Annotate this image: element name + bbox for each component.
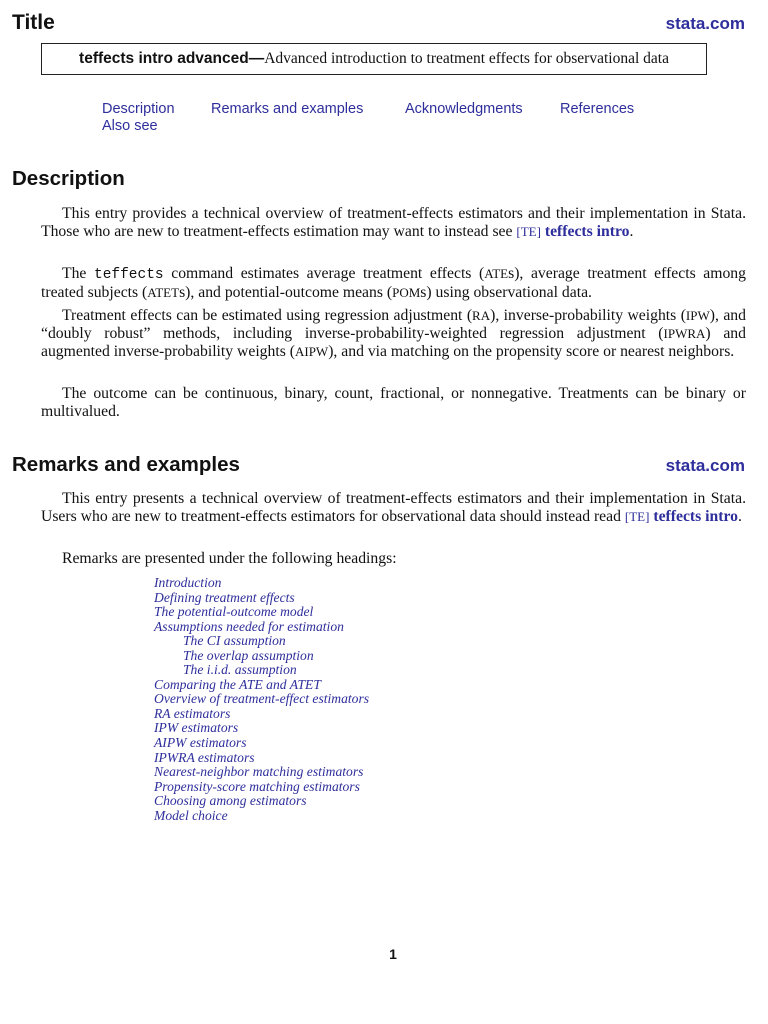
toc-references-link[interactable]: References — [560, 101, 635, 117]
te-ref-link[interactable]: [TE] teffects intro — [516, 223, 630, 240]
stata-link[interactable]: stata.com — [665, 14, 745, 33]
heading-link-ra-estimators[interactable]: RA estimators — [154, 705, 231, 721]
heading-link-model-choice[interactable]: Model choice — [154, 807, 228, 823]
page-title: Title — [12, 11, 55, 34]
heading-link-ci-assumption[interactable]: The CI assumption — [183, 633, 286, 649]
page-number: 1 — [389, 946, 397, 962]
toc-remarks-link[interactable]: Remarks and examples — [211, 101, 364, 117]
entry-subtitle: Advanced introduction to treatment effects for observational data — [264, 50, 669, 67]
remarks-heading: Remarks and examples — [12, 453, 240, 476]
heading-link-propensity-score[interactable]: Propensity-score matching estimators — [154, 778, 360, 794]
remarks-stata-link[interactable]: stata.com — [665, 456, 745, 475]
toc-acknowledgments-link[interactable]: Acknowledgments — [405, 101, 523, 117]
heading-link-assumptions[interactable]: Assumptions needed for estimation — [154, 618, 344, 634]
heading-link-potential-outcome-model[interactable]: The potential-outcome model — [154, 604, 314, 620]
remarks-paragraph-2: Remarks are presented under the following headings: — [62, 550, 397, 567]
heading-link-aipw-estimators[interactable]: AIPW estimators — [154, 735, 247, 751]
entry-title-box — [41, 43, 707, 75]
entry-command: teffects intro advanced — [79, 50, 249, 67]
entry-dash: — — [248, 50, 265, 67]
toc-description-link[interactable]: Description — [102, 101, 175, 117]
heading-link-comparing-ate-atet[interactable]: Comparing the ATE and ATET — [154, 676, 321, 692]
remarks-te-ref-link[interactable]: [TE] teffects intro — [624, 508, 738, 525]
description-paragraph-2: The teffects command estimates average treatment effects (ATEs), average treatment effects among treated subjects (ATETs), and potential-outcome means (POMs) using observational data. — [41, 265, 746, 301]
description-paragraph-1: This entry provides a technical overview of treatment-effects estimators and their implementation in Stata. Those who are new to treatment-effects estimation may want to instead see [TE] teffects intro. — [41, 205, 746, 240]
heading-link-ipwra-estimators[interactable]: IPWRA estimators — [154, 749, 255, 765]
description-paragraph-4: The outcome can be continuous, binary, count, fractional, or nonnegative. Treatments can be binary or multivalued. — [41, 385, 746, 420]
description-paragraph-3: Treatment effects can be estimated using regression adjustment (RA), inverse-probability weights (IPW), and “doubly robust” methods, including inverse-probability-weighted regression adjustment (IPWRA) and augmented inverse-probability weights (AIPW), and via matching on the propensity score or nearest neighbors. — [41, 307, 746, 360]
heading-link-overview-estimators[interactable]: Overview of treatment-effect estimators — [154, 691, 370, 707]
teffects-command: teffects — [94, 267, 164, 283]
heading-link-introduction[interactable]: Introduction — [154, 575, 222, 590]
description-heading: Description — [12, 167, 125, 190]
heading-link-defining-treatment-effects[interactable]: Defining treatment effects — [154, 589, 295, 605]
heading-link-choosing-estimators[interactable]: Choosing among estimators — [154, 793, 307, 809]
heading-link-ipw-estimators[interactable]: IPW estimators — [154, 720, 239, 736]
heading-link-iid-assumption[interactable]: The i.i.d. assumption — [183, 662, 297, 678]
heading-link-nearest-neighbor[interactable]: Nearest-neighbor matching estimators — [154, 764, 364, 780]
heading-link-overlap-assumption[interactable]: The overlap assumption — [183, 647, 314, 663]
remarks-paragraph-1: This entry presents a technical overview of treatment-effects estimators and their implementation in Stata. Users who are new to treatment-effects estimators for observational data should instead read [TE] teffects intro. — [41, 490, 746, 525]
toc-also-see-link[interactable]: Also see — [102, 118, 158, 134]
remarks-headings-list — [154, 576, 369, 823]
